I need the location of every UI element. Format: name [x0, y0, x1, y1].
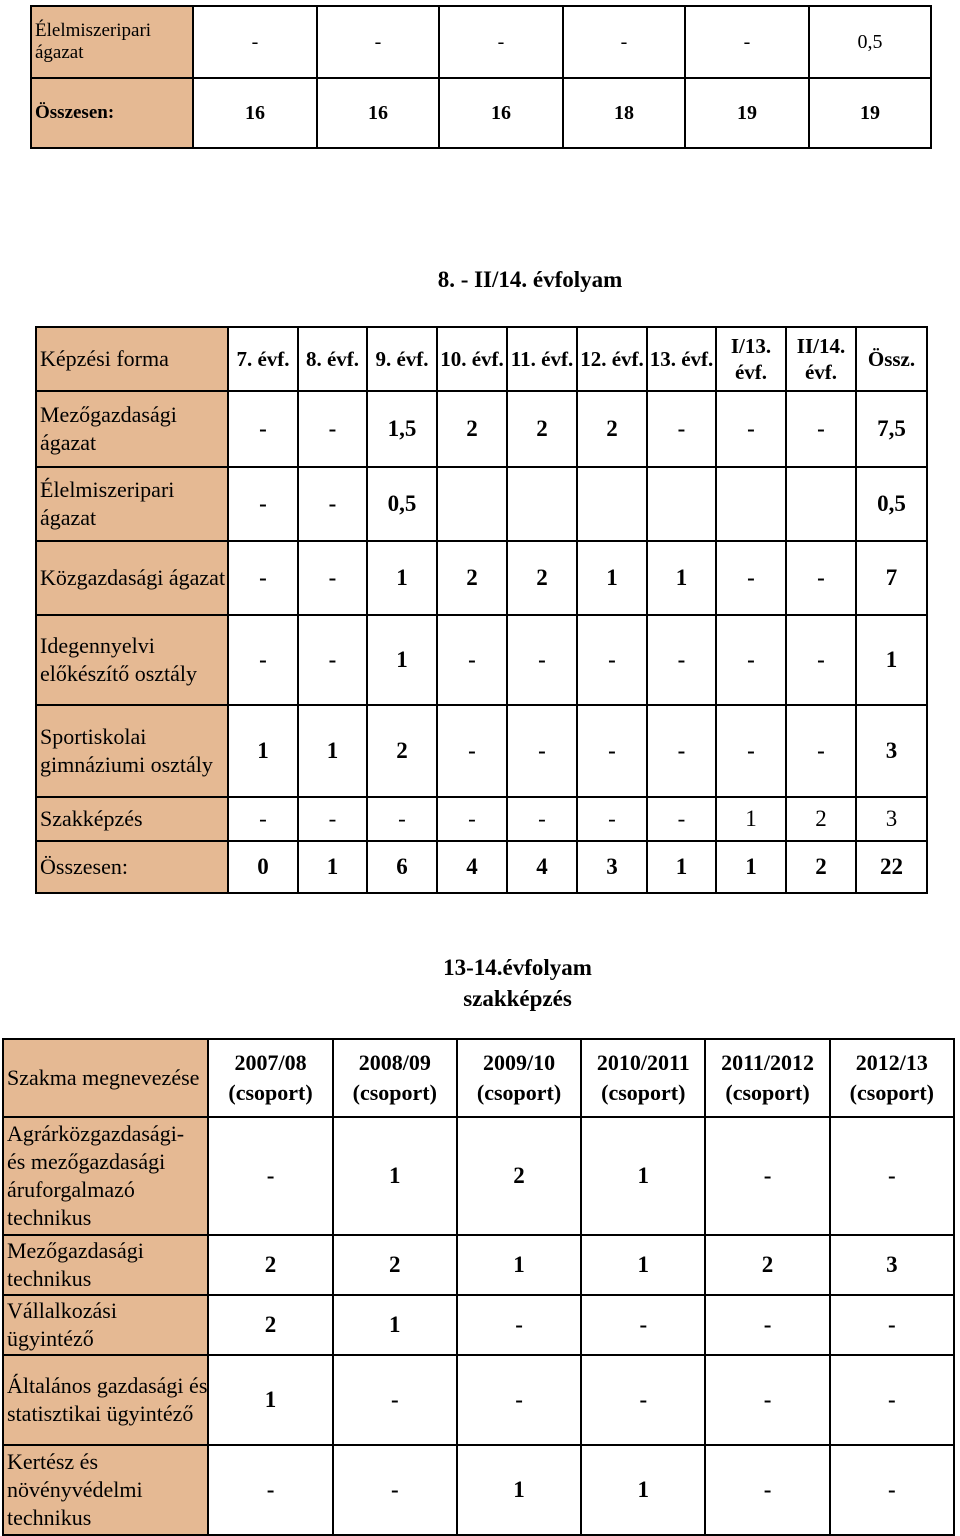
table-cell: - — [830, 1445, 954, 1535]
table-cell: 1 — [581, 1235, 705, 1295]
column-header: 11. évf. — [507, 327, 577, 391]
row-label: Általános gazdasági és statisztikai ügyintéző — [3, 1355, 208, 1445]
table-cell: - — [298, 797, 367, 841]
row-label: Összesen: — [31, 78, 193, 148]
row-label: Agrárközgazdasági- és mezőgazdasági áruforgalmazó technikus — [3, 1117, 208, 1235]
row-label: Sportiskolai gimnáziumi osztály — [36, 705, 228, 797]
table-cell: - — [647, 797, 716, 841]
column-header: 8. évf. — [298, 327, 367, 391]
table-cell: 16 — [193, 78, 317, 148]
table-cell: 1 — [228, 705, 298, 797]
table-cell: 19 — [685, 78, 809, 148]
table-cell: - — [333, 1355, 457, 1445]
column-header — [457, 1039, 581, 1117]
table-cell: - — [705, 1445, 829, 1535]
table-cell — [437, 467, 507, 541]
table-cell: 2 — [333, 1235, 457, 1295]
table-cell: - — [716, 391, 786, 467]
table-cell: - — [317, 6, 439, 78]
table-cell: 3 — [577, 841, 647, 893]
column-header-unit: (csoport) — [476, 1080, 562, 1105]
table-cell: - — [786, 705, 856, 797]
table-cell: - — [647, 705, 716, 797]
table-cell: - — [705, 1117, 829, 1235]
table-cell: - — [228, 615, 298, 705]
grade-table — [35, 326, 928, 894]
table-cell: 1 — [457, 1235, 581, 1295]
table-cell: - — [830, 1355, 954, 1445]
table-row — [36, 705, 927, 797]
column-header-unit: (csoport) — [725, 1080, 810, 1105]
table-cell: - — [298, 467, 367, 541]
table-cell: - — [298, 541, 367, 615]
column-header: II/14. évf. — [786, 327, 856, 391]
table-cell: - — [786, 391, 856, 467]
table-cell: 1 — [333, 1117, 457, 1235]
row-label: Idegennyelvi előkészítő osztály — [36, 615, 228, 705]
section-title-line: 13-14.évfolyam — [443, 955, 592, 980]
column-header — [333, 1039, 457, 1117]
table-cell: - — [228, 541, 298, 615]
table-cell: - — [228, 797, 298, 841]
table-cell — [507, 467, 577, 541]
column-header-year: 2009/10 — [482, 1050, 556, 1075]
table-cell: 1 — [367, 615, 437, 705]
table-cell: - — [298, 391, 367, 467]
table-cell — [577, 467, 647, 541]
table-cell: 19 — [809, 78, 931, 148]
table-cell — [647, 467, 716, 541]
table-cell: 1 — [716, 797, 786, 841]
table-cell: 6 — [367, 841, 437, 893]
table-row — [36, 615, 927, 705]
column-header: 9. évf. — [367, 327, 437, 391]
column-header-unit: (csoport) — [849, 1080, 934, 1105]
table-row — [3, 1295, 954, 1355]
table-cell: 1 — [333, 1295, 457, 1355]
table-cell — [716, 467, 786, 541]
table-cell: - — [830, 1295, 954, 1355]
table-cell: 2 — [507, 391, 577, 467]
table-cell: - — [439, 6, 563, 78]
table-cell: 1 — [647, 541, 716, 615]
table-cell: - — [208, 1445, 332, 1535]
table-cell: - — [786, 615, 856, 705]
table-cell: - — [507, 797, 577, 841]
table-row — [3, 1117, 954, 1235]
table-cell: - — [507, 705, 577, 797]
table-cell: 7 — [856, 541, 927, 615]
column-header: I/13. évf. — [716, 327, 786, 391]
table-cell: 1 — [577, 541, 647, 615]
row-label: Kertész és növényvédelmi technikus — [3, 1445, 208, 1535]
table-row — [3, 1445, 954, 1535]
table-cell: 4 — [507, 841, 577, 893]
table-cell: 0 — [228, 841, 298, 893]
row-label: Összesen: — [36, 841, 228, 893]
table-cell: - — [581, 1295, 705, 1355]
table-cell: - — [208, 1117, 332, 1235]
table-cell — [786, 467, 856, 541]
row-label: Élelmiszeripari ágazat — [31, 6, 193, 78]
row-label: Élelmiszeripari ágazat — [36, 467, 228, 541]
table-cell: 1 — [581, 1117, 705, 1235]
table-header-row — [36, 327, 927, 391]
table-cell: 2 — [437, 541, 507, 615]
table-cell: - — [228, 467, 298, 541]
table-cell: - — [705, 1355, 829, 1445]
table-cell: 4 — [437, 841, 507, 893]
column-header: Össz. — [856, 327, 927, 391]
table-cell: 2 — [786, 841, 856, 893]
table-row — [36, 391, 927, 467]
row-label: Mezőgazdasági technikus — [3, 1235, 208, 1295]
table-cell: - — [563, 6, 685, 78]
table-cell: 0,5 — [809, 6, 931, 78]
table-cell: - — [830, 1117, 954, 1235]
table-cell: 1 — [581, 1445, 705, 1535]
column-header: 13. évf. — [647, 327, 716, 391]
table-cell: - — [786, 541, 856, 615]
table-cell: - — [298, 615, 367, 705]
column-header-year: 2011/2012 — [721, 1050, 814, 1075]
column-header: 7. évf. — [228, 327, 298, 391]
column-header: 12. évf. — [577, 327, 647, 391]
table-cell: - — [581, 1355, 705, 1445]
table-cell: 7,5 — [856, 391, 927, 467]
section-subtitle-line: szakképzés — [463, 986, 572, 1011]
table-cell: 0,5 — [856, 467, 927, 541]
table-cell: 3 — [856, 705, 927, 797]
table-cell: 2 — [437, 391, 507, 467]
table-cell: 1 — [716, 841, 786, 893]
table-cell: 2 — [577, 391, 647, 467]
table-row — [36, 797, 927, 841]
table-cell: - — [577, 615, 647, 705]
vocational-table — [2, 1038, 955, 1536]
column-header — [705, 1039, 829, 1117]
table-row — [36, 541, 927, 615]
table-cell: - — [437, 615, 507, 705]
table-cell: 2 — [705, 1235, 829, 1295]
table-cell: - — [577, 705, 647, 797]
table-cell: - — [716, 615, 786, 705]
table-row — [3, 1355, 954, 1445]
table-cell: 1 — [457, 1445, 581, 1535]
table-cell: - — [437, 705, 507, 797]
row-label: Szakképzés — [36, 797, 228, 841]
table-cell: - — [228, 391, 298, 467]
table-cell: 2 — [507, 541, 577, 615]
table-row — [36, 841, 927, 893]
column-header: 10. évf. — [437, 327, 507, 391]
row-label: Mezőgazdasági ágazat — [36, 391, 228, 467]
table-cell: - — [193, 6, 317, 78]
table-cell: 18 — [563, 78, 685, 148]
table-cell: - — [437, 797, 507, 841]
table-cell: 3 — [830, 1235, 954, 1295]
table-row — [3, 1235, 954, 1295]
table-cell: 1 — [647, 841, 716, 893]
table-cell: 0,5 — [367, 467, 437, 541]
column-header — [208, 1039, 332, 1117]
table-cell: - — [647, 391, 716, 467]
column-header — [830, 1039, 954, 1117]
table-row — [31, 78, 931, 148]
table-row — [36, 467, 927, 541]
table-header-row — [3, 1039, 954, 1117]
table-cell: 1 — [298, 705, 367, 797]
table-cell: - — [367, 797, 437, 841]
table-cell: 1 — [856, 615, 927, 705]
table-cell: 1 — [298, 841, 367, 893]
table-cell: - — [705, 1295, 829, 1355]
table-cell: - — [647, 615, 716, 705]
section-title — [330, 952, 705, 1014]
column-header-unit: (csoport) — [228, 1080, 313, 1105]
table-cell: 1,5 — [367, 391, 437, 467]
table-row — [31, 6, 931, 78]
table-cell: 2 — [208, 1235, 332, 1295]
column-header — [581, 1039, 705, 1117]
table-cell: 2 — [208, 1295, 332, 1355]
column-header-label: Képzési forma — [36, 327, 228, 391]
row-label: Közgazdasági ágazat — [36, 541, 228, 615]
column-header-year: 2010/2011 — [596, 1050, 690, 1075]
column-header-year: 2007/08 — [234, 1050, 307, 1075]
column-header-year: 2008/09 — [358, 1050, 431, 1075]
table-cell: 1 — [367, 541, 437, 615]
table-cell: 3 — [856, 797, 927, 841]
table-cell: 22 — [856, 841, 927, 893]
column-header-unit: (csoport) — [352, 1080, 437, 1105]
table-cell: 2 — [786, 797, 856, 841]
section-title: 8. - II/14. évfolyam — [437, 267, 623, 292]
table-cell: - — [577, 797, 647, 841]
row-label: Vállalkozási ügyintéző — [3, 1295, 208, 1355]
table-cell: - — [457, 1355, 581, 1445]
table-cell: 2 — [367, 705, 437, 797]
table-top-fragment — [30, 5, 932, 149]
table-cell: - — [457, 1295, 581, 1355]
table-cell: 1 — [208, 1355, 332, 1445]
column-header-label: Szakma megnevezése — [3, 1039, 208, 1117]
table-cell: 2 — [457, 1117, 581, 1235]
table-cell: - — [716, 541, 786, 615]
table-cell: - — [333, 1445, 457, 1535]
column-header-unit: (csoport) — [601, 1080, 686, 1105]
table-cell: - — [685, 6, 809, 78]
table-cell: - — [507, 615, 577, 705]
table-cell: - — [716, 705, 786, 797]
column-header-year: 2012/13 — [855, 1050, 928, 1075]
table-cell: 16 — [439, 78, 563, 148]
table-cell: 16 — [317, 78, 439, 148]
